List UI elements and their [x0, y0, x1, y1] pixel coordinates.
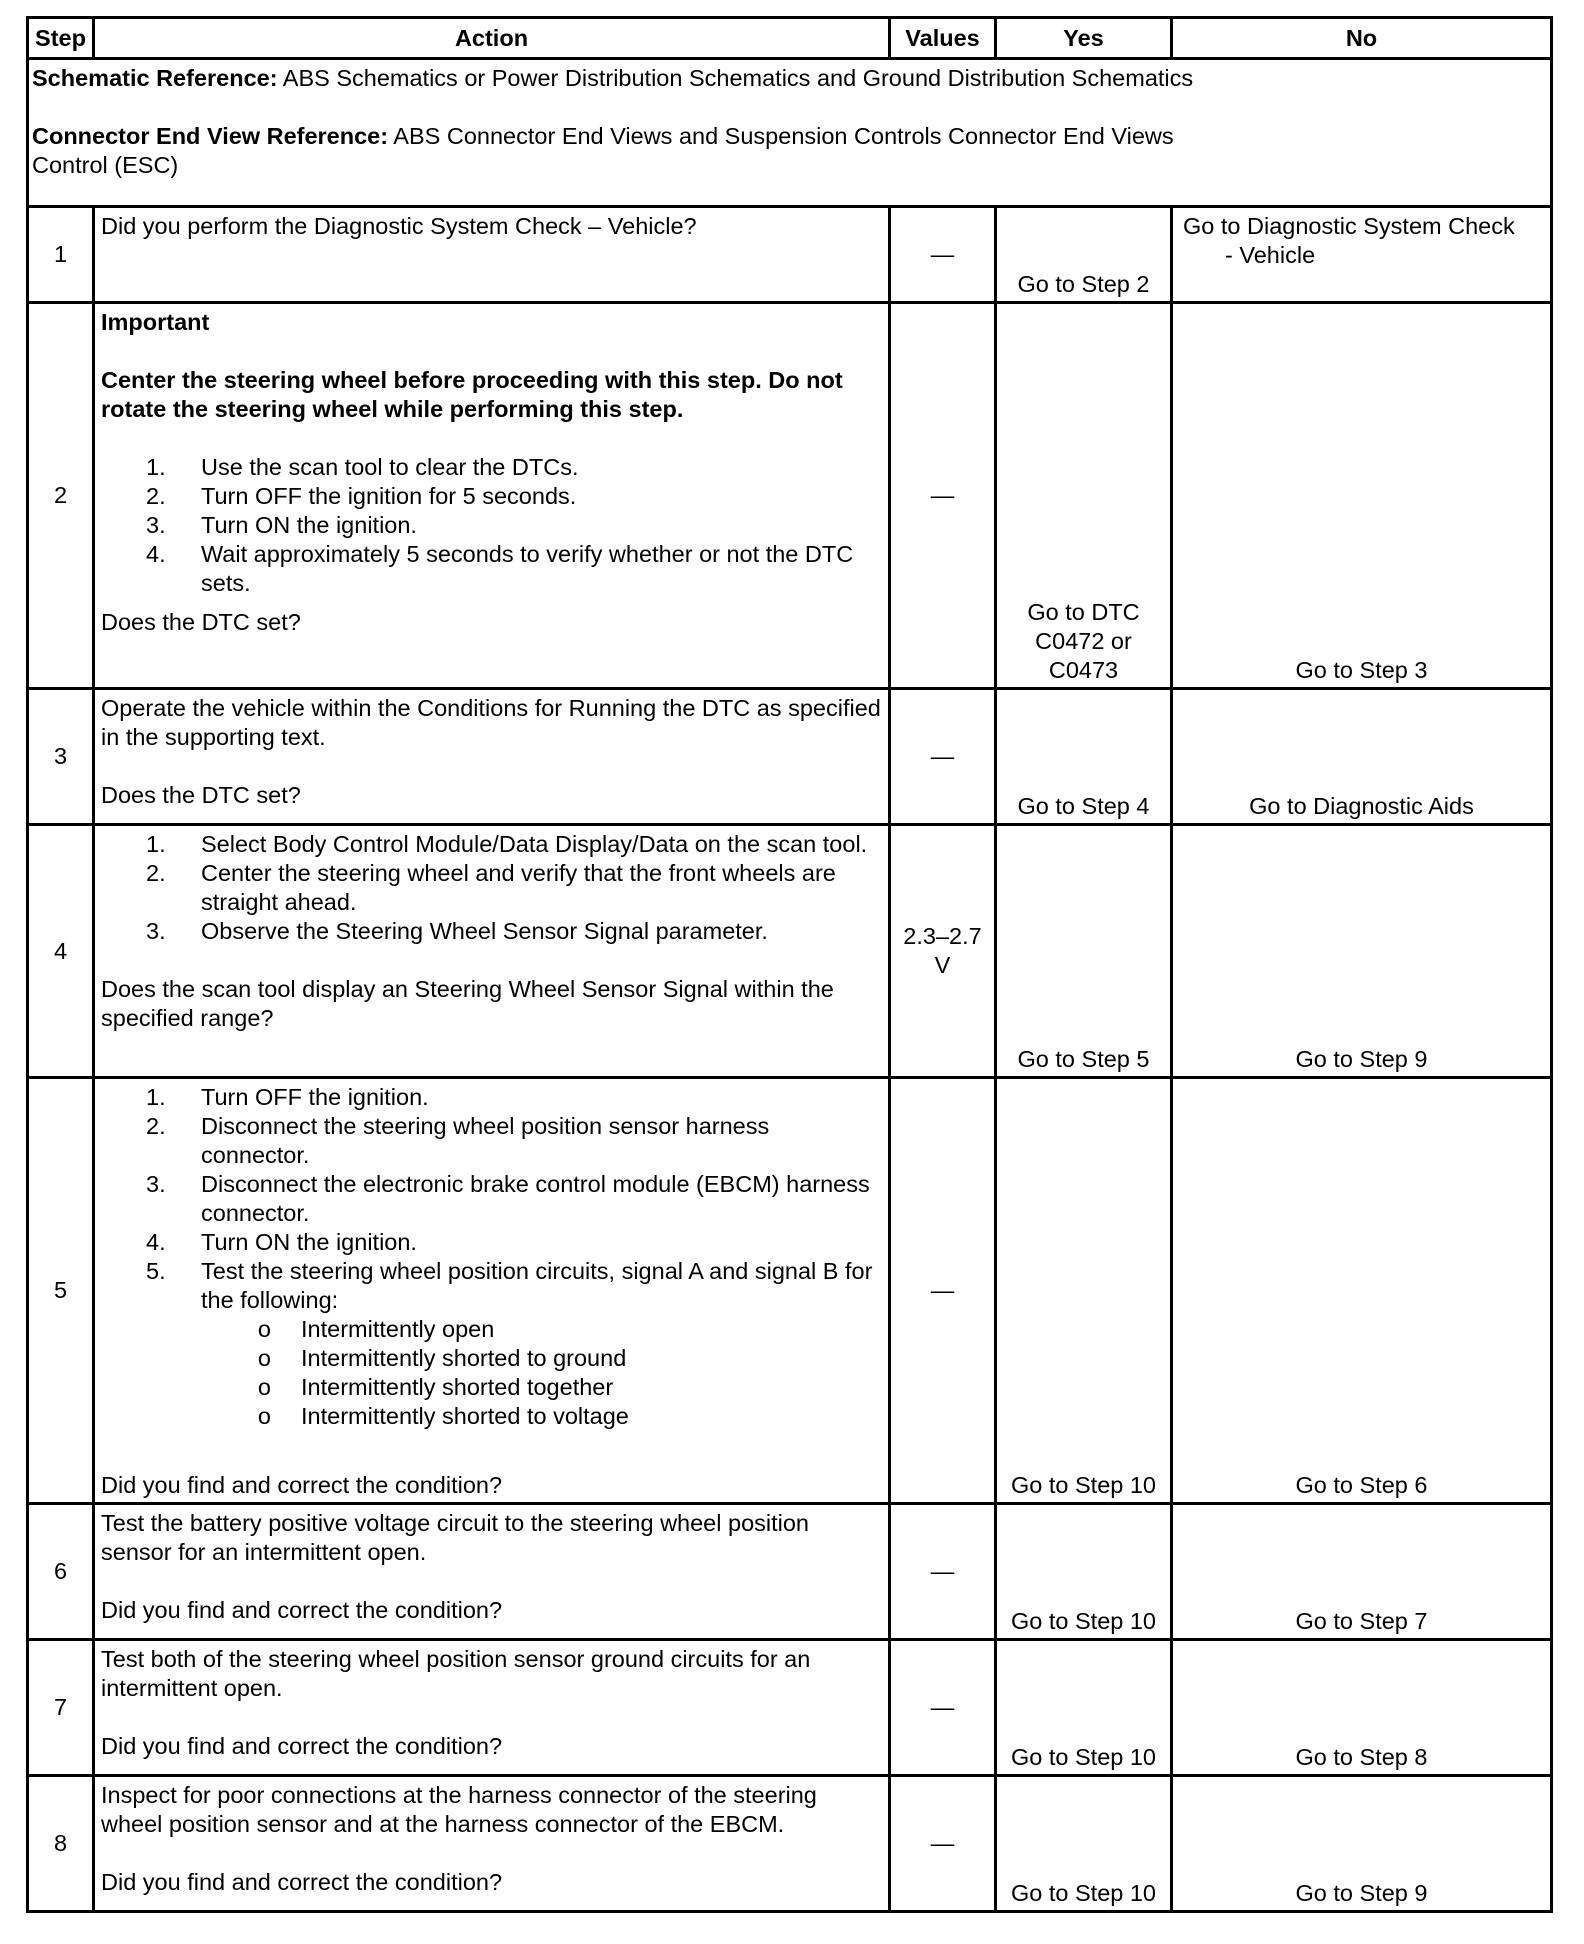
- list-item: 2. Turn OFF the ignition for 5 seconds.: [146, 483, 577, 509]
- action-question: Does the scan tool display an Steering Wheel Sensor Signal within the specified range?: [101, 976, 834, 1031]
- values-cell: —: [890, 1078, 996, 1504]
- action-cell: [94, 303, 890, 689]
- step-number: 5: [28, 1078, 94, 1504]
- no-line-2: - Vehicle: [1225, 242, 1316, 268]
- yes-line-2: C0472 or: [1035, 628, 1132, 654]
- connector-reference-label: Connector End View Reference:: [32, 123, 389, 149]
- no-cell: [1172, 207, 1552, 303]
- list-item: 4. Turn ON the ignition.: [146, 1229, 417, 1255]
- values-cell: —: [890, 1504, 996, 1640]
- step-number: 8: [28, 1776, 94, 1912]
- action-cell: [94, 1504, 890, 1640]
- action-question: Does the DTC set?: [101, 609, 301, 635]
- yes-cell: [996, 303, 1172, 689]
- connector-reference-line2: Control (ESC): [32, 152, 179, 178]
- connector-reference-text: ABS Connector End Views and Suspension Controls Connector End Views: [388, 123, 1174, 149]
- list-item: 1. Select Body Control Module/Data Display/Data on the scan tool.: [146, 831, 868, 857]
- action-question: Did you perform the Diagnostic System Check – Vehicle?: [101, 213, 697, 239]
- no-cell: Go to Step 9: [1172, 1776, 1552, 1912]
- list-item: 5. Test the steering wheel position circuits, signal A and signal B for the following:: [146, 1258, 873, 1313]
- action-question: Did you find and correct the condition?: [101, 1472, 503, 1498]
- header-yes: Yes: [996, 18, 1172, 59]
- important-heading: Important: [101, 309, 210, 335]
- step-number: 7: [28, 1640, 94, 1776]
- header-no: No: [1172, 18, 1552, 59]
- action-text: Operate the vehicle within the Conditions for Running the DTC as specified in the supporting text.: [101, 695, 881, 750]
- table-row: [28, 825, 1552, 1078]
- table-row: [28, 1504, 1552, 1640]
- important-text: Center the steering wheel before proceeding with this step. Do not rotate the steering wheel while performing this step.: [101, 367, 843, 422]
- values-cell: —: [890, 207, 996, 303]
- action-text: Test both of the steering wheel position sensor ground circuits for an intermittent open.: [101, 1646, 811, 1701]
- no-cell: Go to Step 3: [1172, 303, 1552, 689]
- action-cell: [94, 1640, 890, 1776]
- action-question: Does the DTC set?: [101, 782, 301, 808]
- action-question: Did you find and correct the condition?: [101, 1733, 503, 1759]
- table-row: [28, 1078, 1552, 1504]
- table-row: [28, 1776, 1552, 1912]
- yes-cell: Go to Step 10: [996, 1776, 1172, 1912]
- schematic-reference-label: Schematic Reference:: [32, 65, 278, 91]
- no-cell: Go to Step 6: [1172, 1078, 1552, 1504]
- yes-cell: Go to Step 4: [996, 689, 1172, 825]
- no-line-1: Go to Diagnostic System Check: [1183, 213, 1515, 239]
- no-cell: Go to Diagnostic Aids: [1172, 689, 1552, 825]
- action-cell: [94, 825, 890, 1078]
- action-cell: [94, 1078, 890, 1504]
- sub-list-item: o Intermittently shorted to voltage: [257, 1403, 629, 1429]
- sub-list-item: o Intermittently shorted to ground: [257, 1345, 627, 1371]
- list-item: 4. Wait approximately 5 seconds to verify whether or not the DTC sets.: [146, 541, 854, 596]
- list-item: 1. Use the scan tool to clear the DTCs.: [146, 454, 579, 480]
- list-item: 3. Turn ON the ignition.: [146, 512, 417, 538]
- list-item: 2. Disconnect the steering wheel position sensor harness connector.: [146, 1113, 770, 1168]
- action-question: Did you find and correct the condition?: [101, 1869, 503, 1895]
- values-line-2: V: [934, 952, 951, 978]
- header-row: [28, 18, 1552, 59]
- list-item: 3. Observe the Steering Wheel Sensor Signal parameter.: [146, 918, 768, 944]
- table-row: [28, 1640, 1552, 1776]
- table-row: [28, 207, 1552, 303]
- header-action: Action: [94, 18, 890, 59]
- step-number: 4: [28, 825, 94, 1078]
- action-question: Did you find and correct the condition?: [101, 1597, 503, 1623]
- procedure-list: [101, 1083, 882, 1315]
- list-item: 2. Center the steering wheel and verify that the front wheels are straight ahead.: [146, 860, 836, 915]
- list-item: 1. Turn OFF the ignition.: [146, 1084, 429, 1110]
- values-cell: —: [890, 303, 996, 689]
- procedure-list: [101, 453, 882, 598]
- values-cell: —: [890, 689, 996, 825]
- action-text: Test the battery positive voltage circuit to the steering wheel position sensor for an intermittent open.: [101, 1510, 809, 1565]
- yes-cell: Go to Step 2: [996, 207, 1172, 303]
- table-row: [28, 303, 1552, 689]
- values-cell: —: [890, 1640, 996, 1776]
- sub-list: [101, 1315, 882, 1431]
- reference-cell: [28, 59, 1552, 207]
- reference-row: [28, 59, 1552, 207]
- diagnostic-table: [26, 16, 1553, 1913]
- action-cell: [94, 1776, 890, 1912]
- yes-cell: Go to Step 10: [996, 1504, 1172, 1640]
- yes-line-1: Go to DTC: [1027, 599, 1140, 625]
- schematic-reference-text: ABS Schematics or Power Distribution Schematics and Ground Distribution Schematics: [277, 65, 1194, 91]
- action-cell: [94, 689, 890, 825]
- yes-line-3: C0473: [1048, 657, 1119, 683]
- table-row: [28, 689, 1552, 825]
- header-step: Step: [28, 18, 94, 59]
- procedure-list: [101, 830, 882, 946]
- step-number: 1: [28, 207, 94, 303]
- no-cell: Go to Step 9: [1172, 825, 1552, 1078]
- values-line-1: 2.3–2.7: [903, 923, 982, 949]
- values-cell: [890, 825, 996, 1078]
- yes-cell: Go to Step 10: [996, 1078, 1172, 1504]
- step-number: 3: [28, 689, 94, 825]
- sub-list-item: o Intermittently shorted together: [257, 1374, 614, 1400]
- yes-cell: Go to Step 5: [996, 825, 1172, 1078]
- no-cell: Go to Step 7: [1172, 1504, 1552, 1640]
- no-cell: Go to Step 8: [1172, 1640, 1552, 1776]
- header-values: Values: [890, 18, 996, 59]
- yes-cell: Go to Step 10: [996, 1640, 1172, 1776]
- action-text: Inspect for poor connections at the harness connector of the steering wheel position sensor and at the harness connector of the EBCM.: [101, 1782, 817, 1837]
- step-number: 6: [28, 1504, 94, 1640]
- sub-list-item: o Intermittently open: [257, 1316, 495, 1342]
- values-cell: —: [890, 1776, 996, 1912]
- list-item: 3. Disconnect the electronic brake control module (EBCM) harness connector.: [146, 1171, 870, 1226]
- step-number: 2: [28, 303, 94, 689]
- action-cell: [94, 207, 890, 303]
